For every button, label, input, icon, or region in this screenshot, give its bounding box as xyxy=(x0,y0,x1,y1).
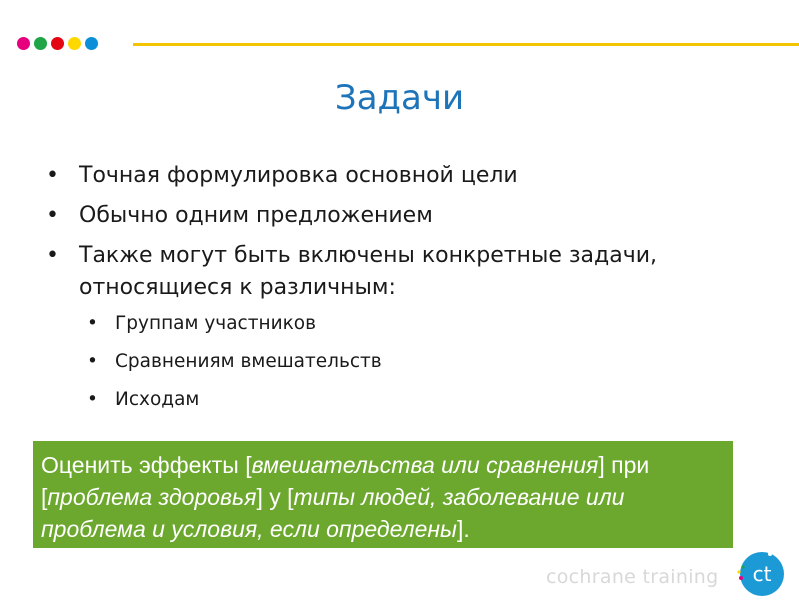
sub-bullet-list xyxy=(79,310,766,414)
bullet-text: Обычно одним предложением xyxy=(79,203,433,228)
slide-title: Задачи xyxy=(334,78,465,118)
dot-yellow xyxy=(68,37,81,50)
objective-callout-box xyxy=(33,441,733,548)
bullet-list xyxy=(46,160,766,424)
list-item xyxy=(79,348,766,376)
callout-text: ]. xyxy=(456,516,470,542)
dot-red xyxy=(51,37,64,50)
sub-bullet-text: Исходам xyxy=(115,389,200,410)
callout-placeholder-health-problem: проблема здоровья xyxy=(47,484,257,510)
list-item xyxy=(79,386,766,414)
cochrane-training-logo-icon xyxy=(736,548,788,600)
list-item xyxy=(46,200,766,232)
callout-placeholder-population: типы людей, заболевание или проблема и условия, если определены xyxy=(41,484,625,542)
logo-text: ct xyxy=(752,562,772,586)
bullet-text: Также могут быть включены конкретные задачи, относящиеся к различным: xyxy=(79,243,658,300)
callout-text: ] при [ xyxy=(41,452,650,510)
callout-placeholder-intervention: вмешательства или сравнения xyxy=(251,452,599,478)
sub-bullet-text: Сравнениям вмешательств xyxy=(115,351,382,372)
bullet-icon: • xyxy=(46,243,59,268)
callout-text: Оценить эффекты [ xyxy=(41,452,252,478)
list-item xyxy=(46,240,766,414)
bullet-text: Точная формулировка основной цели xyxy=(79,163,518,188)
dot-blue xyxy=(85,37,98,50)
bullet-icon: • xyxy=(46,163,59,188)
callout-text: ] у [ xyxy=(256,484,294,510)
list-item xyxy=(79,310,766,338)
list-item xyxy=(46,160,766,192)
dot-magenta xyxy=(17,37,30,50)
bullet-icon: • xyxy=(46,203,59,228)
sub-bullet-text: Группам участников xyxy=(115,313,317,334)
bullet-icon: • xyxy=(87,389,98,410)
bullet-icon: • xyxy=(87,313,98,334)
dot-green xyxy=(34,37,47,50)
header-rule xyxy=(133,43,799,46)
footer-brand: cochrane training xyxy=(546,566,719,588)
bullet-icon: • xyxy=(87,351,98,372)
color-dots xyxy=(17,37,98,50)
